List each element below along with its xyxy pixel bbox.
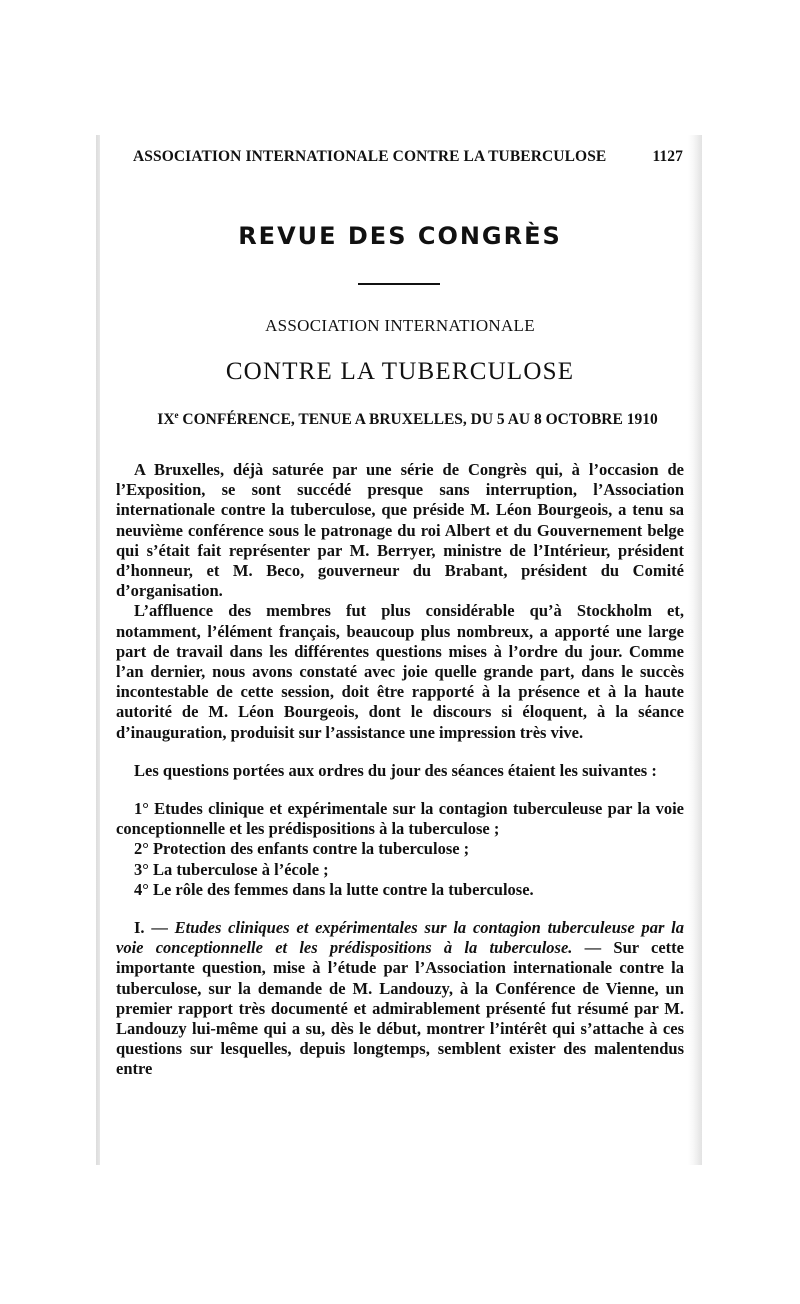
conference-ordinal-sup: e xyxy=(174,410,179,420)
running-head-title: ASSOCIATION INTERNATIONALE CONTRE LA TUBERCULOSE xyxy=(133,148,607,165)
page-number: 1127 xyxy=(652,148,683,165)
question-item-4: 4° Le rôle des femmes dans la lutte contre la tuberculose. xyxy=(134,879,534,899)
paragraph-questions-intro: Les questions portées aux ordres du jour des séances étaient les suivantes : xyxy=(134,760,657,780)
conference-subtitle-text: CONFÉRENCE, TENUE A BRUXELLES, DU 5 AU 8 OCTOBRE 1910 xyxy=(178,411,658,429)
conference-ordinal: IX xyxy=(157,411,175,429)
page-edge-right xyxy=(688,135,702,1165)
article-body xyxy=(116,460,684,1080)
section-one-heading: Etudes cliniques et expérimentales sur la contagion tuberculeuse par la voie conceptionnelle et les prédispositions à la tuberculose. xyxy=(116,918,684,958)
section-one-paragraph xyxy=(116,918,684,1080)
question-item-1: 1° Etudes clinique et expérimentale sur la contagion tuberculeuse par la voie conceptionnelle et les prédispositions à la tuberculose ; xyxy=(116,799,684,839)
main-title: CONTRE LA TUBERCULOSE xyxy=(225,358,575,385)
question-item-3: 3° La tuberculose à l’école ; xyxy=(134,859,329,879)
section-title: REVUE DES CONGRÈS xyxy=(238,222,562,250)
conference-subtitle xyxy=(135,410,680,429)
question-item-2: 2° Protection des enfants contre la tuberculose ; xyxy=(134,839,470,859)
section-one-text: — Sur cette importante question, mise à l’étude par l’Association internationale contre la tuberculose, sur la demande de M. Landouzy, à la Conférence de Vienne, un premier rapport très documenté et admirablement présenté fut résumé par M. Landouzy lui-même qui a su, dès le début, montrer l’intérêt qui s’attache à ces questions sur lesquelles, depuis longtemps, semblent exister des malentendus entre xyxy=(116,938,684,1079)
running-head xyxy=(133,148,683,174)
section-one-number: I. — xyxy=(134,918,175,938)
questions-list xyxy=(116,799,684,900)
title-rule xyxy=(358,283,440,285)
paragraph-affluence: L’affluence des membres fut plus considérable qu’à Stockholm et, notamment, l’élément français, beaucoup plus nombreux, a apporté une large part de travail dans les différentes questions mises à l’ordre du jour. Comme l’an dernier, nous avons constaté avec joie quelle grande part, dans le succès incontestable de cette session, doit être rapporté à la présence et à la haute autorité de M. Léon Bourgeois, dont le discours si éloquent, à la séance d’inauguration, produisit sur l’assistance une impression très vive. xyxy=(116,601,684,742)
paragraph-intro: A Bruxelles, déjà saturée par une série de Congrès qui, à l’occasion de l’Exposition, se sont succédé presque sans interruption, l’Association internationale contre la tuberculose, que préside M. Léon Bourgeois, a tenu sa neuvième conférence sous le patronage du roi Albert et du Gouvernement belge qui s’était fait représenter par M. Berryer, ministre de l’Intérieur, président d’honneur, et M. Beco, gouverneur du Brabant, président du Comité d’organisation. xyxy=(116,460,684,601)
association-line: ASSOCIATION INTERNATIONALE xyxy=(265,316,535,335)
